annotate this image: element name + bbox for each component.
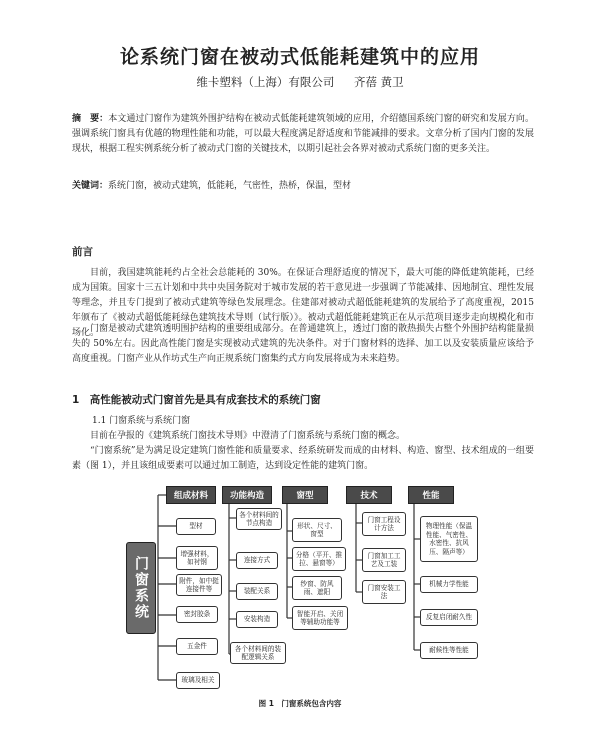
company-name: 维卡塑料（上海）有限公司 bbox=[196, 75, 335, 89]
author-line bbox=[0, 74, 600, 90]
section-1-heading: 1 高性能被动式门窗首先是具有成套技术的系统门窗 bbox=[72, 394, 321, 406]
diagram-item: 增强材料，如衬钢 bbox=[176, 546, 218, 570]
diagram-item: 安装构造 bbox=[236, 611, 278, 628]
diagram-item: 各个材料间的节点构造 bbox=[236, 508, 282, 530]
abstract-text: 本文通过门窗作为建筑外围护结构在被动式低能耗建筑领域的应用，介绍德国系统门窗的研究和发展方向。强调系统门窗具有优越的物理性能和功能，可以最大程度满足舒适度和节能减排的要求。文章分析了国内门窗的发展现状，根据工程实例系统分析了被动式门窗的关键技术，以期引起社会各界对被动式系统门窗的更多关注。 bbox=[72, 114, 534, 154]
preface-heading: 前言 bbox=[72, 246, 93, 258]
diagram-item: 分格（平开、推拉、悬窗等） bbox=[292, 547, 346, 571]
preface-paragraph-1: 目前，我国建筑能耗约占全社会总能耗的 30%。在保证合理舒适度的情况下，最大可能的降低建筑能耗，已经成为国策。国家十三五计划和中共中央国务院对于城市发展的若干意见进一步强调了节能减排、因地制宜、理性发展等理念，并且专门提到了被动式建筑等绿色发展理念。住建部对被动式超低能耗建筑的发展给予了高度重视，2015 年颁布了《被动式超低能耗绿色建筑技术导则（试行版）》。被动式超低能耗建筑正在从示范项目逐步走向规模化和市场化。 bbox=[72, 268, 534, 338]
diagram-item: 型材 bbox=[176, 518, 216, 535]
diagram-item: 密封胶条 bbox=[176, 606, 218, 623]
diagram-head-materials: 组成材料 bbox=[166, 486, 216, 504]
diagram-root: 门窗系统 bbox=[126, 542, 156, 634]
keywords bbox=[72, 179, 534, 193]
diagram-item: 智能开启、关闭等辅助功能等 bbox=[292, 606, 348, 630]
diagram-head-window-type: 窗型 bbox=[282, 486, 328, 504]
keywords-text: 系统门窗，被动式建筑，低能耗，气密性，热桥，保温，型材 bbox=[108, 181, 352, 191]
diagram-item: 形状、尺寸、窗型 bbox=[292, 518, 342, 542]
preface-paragraph-2: 门窗是被动式建筑透明围护结构的重要组成部分。在普通建筑上，透过门窗的散热损失占整个外围护结构能量损失的 50%左右。因此高性能门窗是实现被动式建筑的先决条件。对于门窗材料的选择、加工以及安装质量应该给予高度重视。门窗产业从作坊式生产向正规系统门窗集约式方向发展将成为未来趋势。 bbox=[72, 324, 534, 364]
diagram-item: 门窗安装工法 bbox=[362, 580, 406, 604]
diagram-item: 耐候性等性能 bbox=[420, 642, 478, 659]
abstract bbox=[72, 112, 534, 157]
keywords-label: 关键词： bbox=[72, 181, 109, 191]
abstract-label: 摘 要： bbox=[72, 114, 109, 124]
paper-title: 论系统门窗在被动式低能耗建筑中的应用 bbox=[119, 46, 480, 68]
diagram-item: 附件，如中挺连接件等 bbox=[176, 574, 222, 596]
diagram-head-performance: 性能 bbox=[408, 486, 454, 504]
diagram-item: 各个材料间的装配逻辑关系 bbox=[230, 642, 286, 664]
diagram-head-construction: 功能构造 bbox=[222, 486, 272, 504]
diagram-item: 玻璃及相关 bbox=[176, 672, 220, 689]
diagram-item: 门窗加工工艺及工装 bbox=[362, 548, 406, 572]
diagram-item: 装配关系 bbox=[236, 583, 278, 600]
section-1-paragraph-2: “门窗系统”是为满足设定建筑门窗性能和质量要求、经系统研发而成的由材料、构造、窗型、技术组成的一组要素（图 1），并且该组成要素可以通过加工制造，达到设定性能的建筑门窗。 bbox=[72, 446, 534, 471]
diagram-item: 纱窗、防风雨、遮阳 bbox=[292, 576, 342, 600]
diagram-item: 五金件 bbox=[176, 638, 218, 655]
author-names: 齐蓓 黄卫 bbox=[354, 75, 404, 89]
section-1-1-heading: 1.1 门窗系统与系统门窗 bbox=[92, 416, 191, 426]
diagram-item: 连接方式 bbox=[236, 552, 278, 569]
section-1-paragraph-1: 目前在孕报的《建筑系统门窗技术导则》中澄清了门窗系统与系统门窗的概念。 bbox=[90, 431, 406, 441]
diagram-item: 物理性能（保温性能、气密性、水密性、抗风压、隔声等） bbox=[420, 516, 478, 562]
figure-caption: 图 1 门窗系统包含内容 bbox=[258, 699, 342, 708]
diagram-item: 门窗工程设计方法 bbox=[362, 512, 406, 536]
diagram-item: 反复启闭耐久性 bbox=[420, 609, 478, 626]
window-system-diagram bbox=[112, 486, 488, 692]
diagram-head-technology: 技术 bbox=[346, 486, 392, 504]
diagram-item: 机械力学性能 bbox=[420, 576, 478, 593]
